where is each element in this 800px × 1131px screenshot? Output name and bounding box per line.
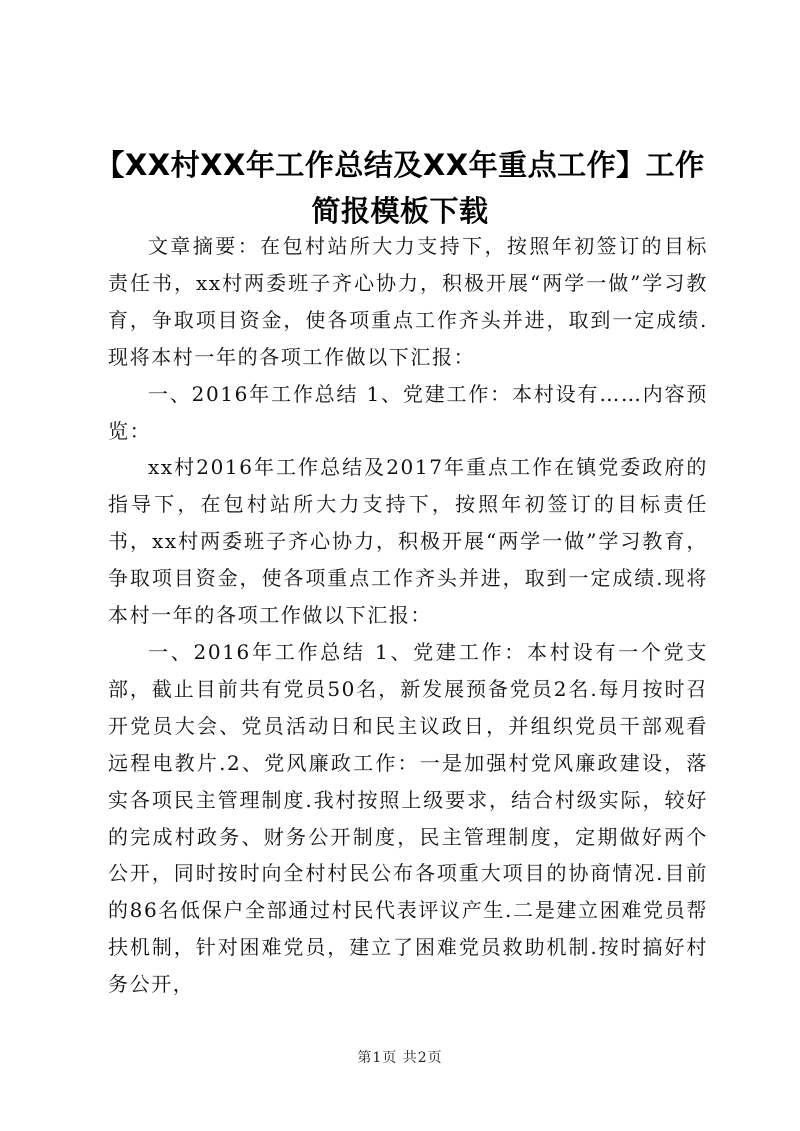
summary-paragraph: 一、2016年工作总结 1、党建工作：本村设有一个党支部，截止目前共有党员50名，新发展预备党员2名.每月按时召开党员大会、党员活动日和民主议政日，并组织党员干部观看远程电教片.2、党风廉政工作：一是加强村党风廉政建设，落实各项民主管理制度.我村按照上级要求，结合村级实际，较好的完成村政务、财务公开制度，民主管理制度，定期做好两个公开，同时按时向全村村民公布各项重大项目的协商情况.目前的86名低保户全部通过村民代表评议产生.二是建立困难党员帮扶机制，针对困难党员，建立了困难党员救助机制.按时搞好村务公开， xyxy=(108,639,708,997)
preview-heading-paragraph: 一、2016年工作总结 1、党建工作：本村设有……内容预览： xyxy=(108,381,708,443)
document-body xyxy=(108,228,708,1003)
page-number-footer: 第1页 共2页 xyxy=(357,1050,443,1066)
intro-paragraph: xx村2016年工作总结及2017年重点工作在镇党委政府的指导下，在包村站所大力支持下，按照年初签订的目标责任书，xx村两委班子齐心协力，积极开展“两学一做”学习教育，争取项目资金，使各项重点工作齐头并进，取到一定成绩.现将本村一年的各项工作做以下汇报： xyxy=(108,455,708,628)
document-title: 【XX村XX年工作总结及XX年重点工作】工作简报模板下载 xyxy=(95,148,705,228)
abstract-paragraph: 文章摘要：在包村站所大力支持下，按照年初签订的目标责任书，xx村两委班子齐心协力，积极开展“两学一做”学习教育，争取项目资金，使各项重点工作齐头并进，取到一定成绩.现将本村一年的各项工作做以下汇报： xyxy=(108,234,708,369)
